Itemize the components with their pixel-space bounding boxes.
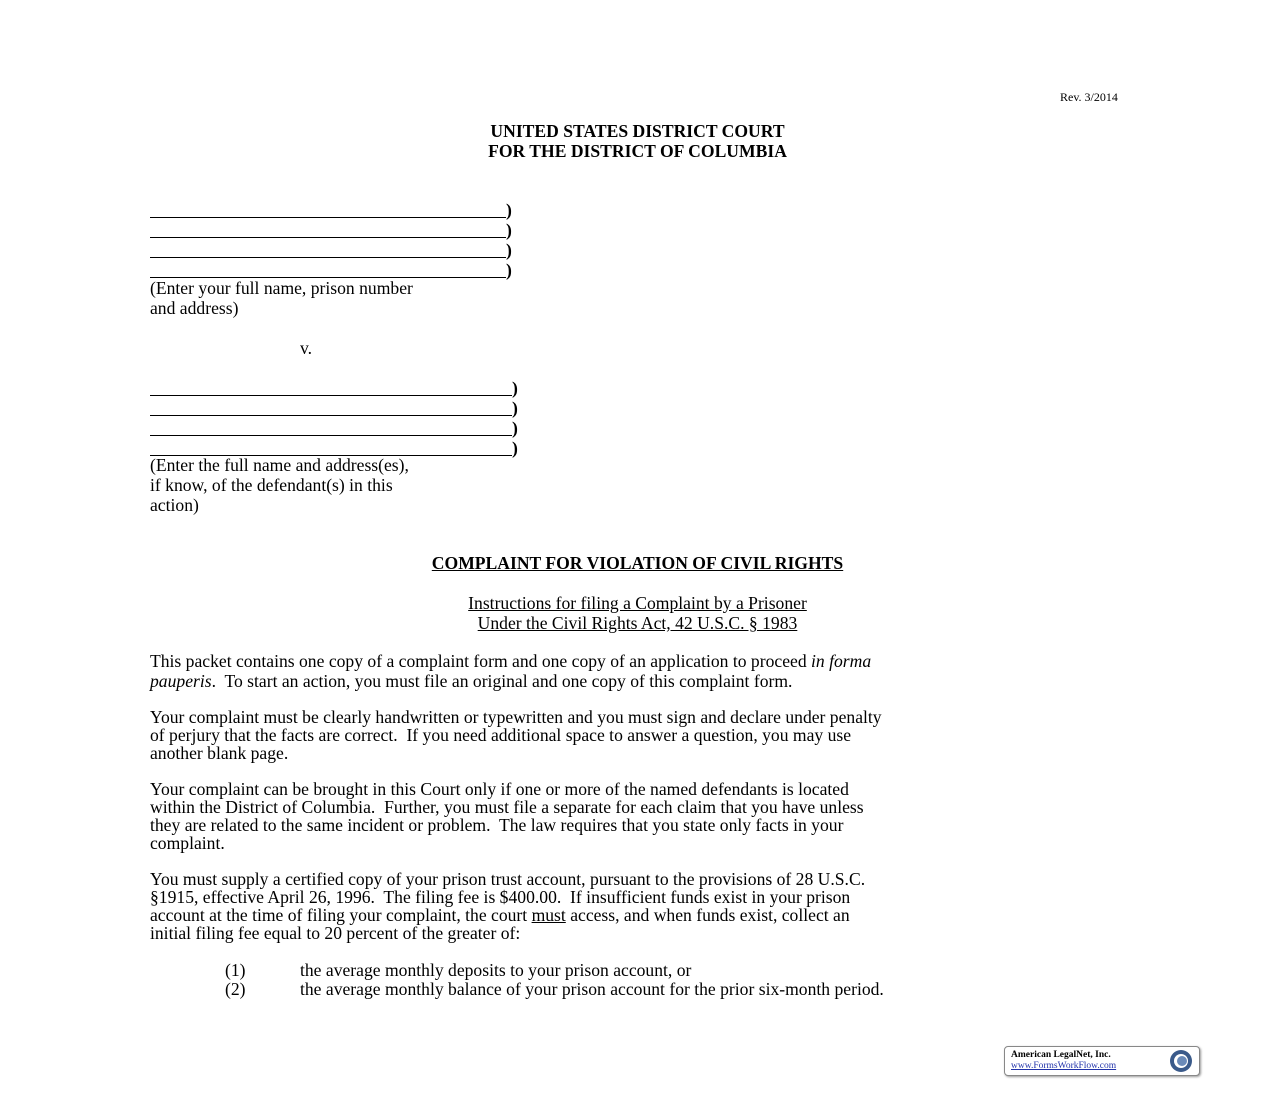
globe-icon [1169,1049,1193,1073]
list-number-1: (1) [225,960,246,980]
paren: ) [512,418,518,438]
text: account at the time of filing your complaint, the court [150,905,532,925]
subtitle-1: Instructions for filing a Complaint by a Prisoner [468,593,807,613]
paren: ) [512,438,518,458]
plaintiff-address-field[interactable] [150,240,512,260]
paragraph-handwritten [150,708,882,762]
revision-label: Rev. 3/2014 [1060,90,1118,104]
text: access, and when funds exist, collect an [565,905,850,925]
paragraph-filing-fee [150,870,865,942]
defendant-hint-2: if know, of the defendant(s) in this [150,475,393,495]
list-item-1: the average monthly deposits to your prison account, or [300,960,692,980]
line: another blank page. [150,743,289,763]
line: complaint. [150,833,225,853]
list-number-2: (2) [225,979,246,999]
line: within the District of Columbia. Further, you must file a separate for each claim that you have unless [150,797,864,817]
document-title: COMPLAINT FOR VIOLATION OF CIVIL RIGHTS [431,553,844,573]
line: initial filing fee equal to 20 percent of the greater of: [150,923,521,943]
plaintiff-hint-1: (Enter your full name, prison number [150,278,413,298]
text-italic: in forma [811,651,872,671]
defendant-hint-3: action) [150,495,199,515]
defendant-field-1[interactable] [150,378,518,398]
logo-url[interactable]: www.FormsWorkFlow.com [1011,1061,1117,1071]
footer-logo[interactable] [1004,1046,1200,1076]
text: . To start an action, you must file an original and one copy of this complaint form. [211,671,793,691]
paren: ) [506,260,512,280]
logo-company: American LegalNet, Inc. [1011,1050,1111,1060]
paragraph-packet [150,651,871,691]
line: You must supply a certified copy of your prison trust account, pursuant to the provisions of 28 U.S.C. [150,869,866,889]
court-name: UNITED STATES DISTRICT COURT [490,121,785,141]
line: Your complaint must be clearly handwritten or typewritten and you must sign and declare under penalty [150,707,882,727]
line: of perjury that the facts are correct. If you need additional space to answer a question, you may use [150,725,852,745]
versus-label: v. [300,338,313,358]
line: they are related to the same incident or problem. The law requires that you state only facts in your [150,815,844,835]
paren: ) [506,240,512,260]
text-italic: pauperis [150,671,212,691]
plaintiff-number-field[interactable] [150,220,512,240]
paren: ) [506,200,512,220]
list-item-2: the average monthly balance of your prison account for the prior six-month period. [300,979,884,999]
paren: ) [512,398,518,418]
line: §1915, effective April 26, 1996. The filing fee is $400.00. If insufficient funds exist in your prison [150,887,851,907]
text: This packet contains one copy of a complaint form and one copy of an application to proceed [150,651,812,671]
defendant-field-2[interactable] [150,398,518,418]
court-district: FOR THE DISTRICT OF COLUMBIA [488,141,787,161]
defendant-hint-1: (Enter the full name and address(es), [150,455,409,475]
line: Your complaint can be brought in this Court only if one or more of the named defendants is located [150,779,849,799]
paren: ) [512,378,518,398]
defendant-field-3[interactable] [150,418,518,438]
paren: ) [506,220,512,240]
paragraph-jurisdiction [150,780,864,852]
text-underlined: must [531,905,566,925]
plaintiff-hint-2: and address) [150,298,239,318]
plaintiff-name-field[interactable] [150,200,512,220]
subtitle-2: Under the Civil Rights Act, 42 U.S.C. § 1983 [477,613,798,633]
